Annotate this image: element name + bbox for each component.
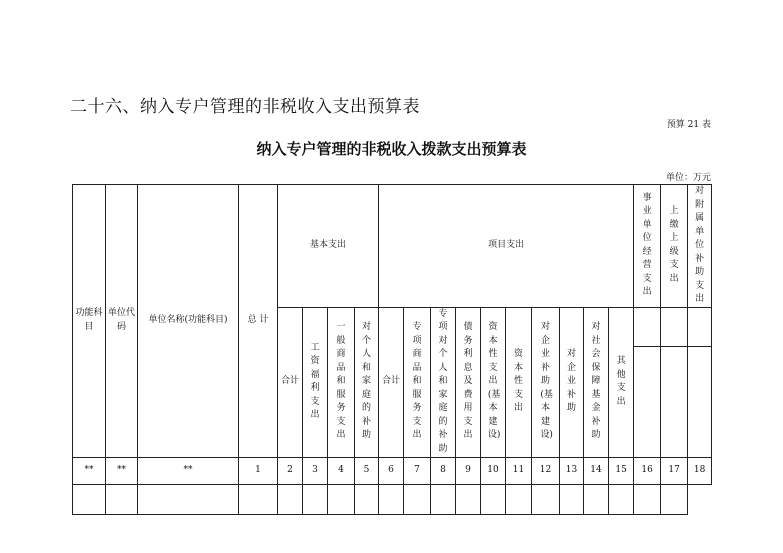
- column-number: 7: [404, 457, 431, 484]
- section-heading: 二十六、纳入专户管理的非税收入支出预算表: [70, 97, 420, 117]
- blank-cell: [481, 484, 506, 514]
- header-basic-col: 对个人和家庭的补助: [355, 307, 379, 457]
- header-extra-col: 事业单位经营支出: [634, 185, 661, 308]
- header-extra-col: 上缴上级支出: [661, 185, 688, 308]
- blank-cell: [532, 484, 560, 514]
- blank-cell: [278, 484, 303, 514]
- header-empty-cell: [634, 307, 661, 346]
- header-project-expenditure: 项目支出: [379, 185, 634, 308]
- blank-cell: [328, 484, 355, 514]
- blank-cell: [609, 484, 634, 514]
- budget-table: [72, 184, 712, 515]
- column-number: 9: [456, 457, 481, 484]
- header-project-col: 对企业补助: [560, 307, 584, 457]
- blank-cell: [634, 484, 661, 514]
- blank-cell: [584, 484, 609, 514]
- header-project-col: 专项对个人和家庭的补助: [431, 307, 456, 457]
- column-number: 4: [328, 457, 355, 484]
- column-number: 2: [278, 457, 303, 484]
- header-empty-cell: [688, 307, 712, 346]
- blank-cell: [138, 484, 239, 514]
- header-project-col: 对企业补助(基本建设): [532, 307, 560, 457]
- blank-cell: [106, 484, 138, 514]
- header-unit-name: 单位名称(功能科目): [138, 185, 239, 458]
- header-basic-col: 工资福利支出: [303, 307, 328, 457]
- blank-cell: [661, 484, 688, 514]
- blank-cell: [303, 484, 328, 514]
- header-unit-code: 单位代码: [106, 185, 138, 458]
- blank-cell: [404, 484, 431, 514]
- header-project-col: 资本性支出: [506, 307, 532, 457]
- blank-cell: [239, 484, 278, 514]
- blank-cell: [506, 484, 532, 514]
- column-number: 3: [303, 457, 328, 484]
- header-project-col: 资本性支出(基本建设): [481, 307, 506, 457]
- column-number: 11: [506, 457, 532, 484]
- column-number: 15: [609, 457, 634, 484]
- blank-cell: [379, 484, 404, 514]
- column-number: 5: [355, 457, 379, 484]
- header-basic-col: 合计: [278, 307, 303, 457]
- header-empty-cell: [688, 346, 712, 457]
- blank-cell: [456, 484, 481, 514]
- column-number: 18: [688, 457, 712, 484]
- header-basic-expenditure: 基本支出: [278, 185, 379, 308]
- unit-label: 单位：万元: [665, 173, 711, 183]
- blank-cell: [355, 484, 379, 514]
- column-number: 10: [481, 457, 506, 484]
- header-total: 总 计: [239, 185, 278, 458]
- header-func-subject: 功能科目: [73, 185, 106, 458]
- header-empty-cell: [661, 346, 688, 457]
- header-basic-col: 一般商品和服务支出: [328, 307, 355, 457]
- table-row: [73, 457, 712, 484]
- column-number: 16: [634, 457, 661, 484]
- header-empty-cell: [661, 307, 688, 346]
- column-number: 8: [431, 457, 456, 484]
- table-title: 纳入专户管理的非税收入拨款支出预算表: [256, 140, 527, 158]
- blank-cell: [73, 484, 106, 514]
- table-number: 预算 21 表: [666, 120, 711, 130]
- code-cell: **: [138, 457, 239, 484]
- header-project-col: 专项商品和服务支出: [404, 307, 431, 457]
- header-project-col: 对社会保障基金补助: [584, 307, 609, 457]
- blank-cell: [431, 484, 456, 514]
- column-number: 12: [532, 457, 560, 484]
- code-cell: **: [106, 457, 138, 484]
- code-cell: **: [73, 457, 106, 484]
- column-number: 13: [560, 457, 584, 484]
- table-row: [73, 484, 712, 514]
- column-number: 1: [239, 457, 278, 484]
- column-number: 14: [584, 457, 609, 484]
- column-number: 17: [661, 457, 688, 484]
- column-number: 6: [379, 457, 404, 484]
- header-empty-cell: [634, 346, 661, 457]
- header-project-col: 其他支出: [609, 307, 634, 457]
- header-project-col: 债务利息及费用支出: [456, 307, 481, 457]
- blank-cell: [560, 484, 584, 514]
- header-extra-col: 对附属单位补助支出: [688, 185, 712, 308]
- header-project-col: 合计: [379, 307, 404, 457]
